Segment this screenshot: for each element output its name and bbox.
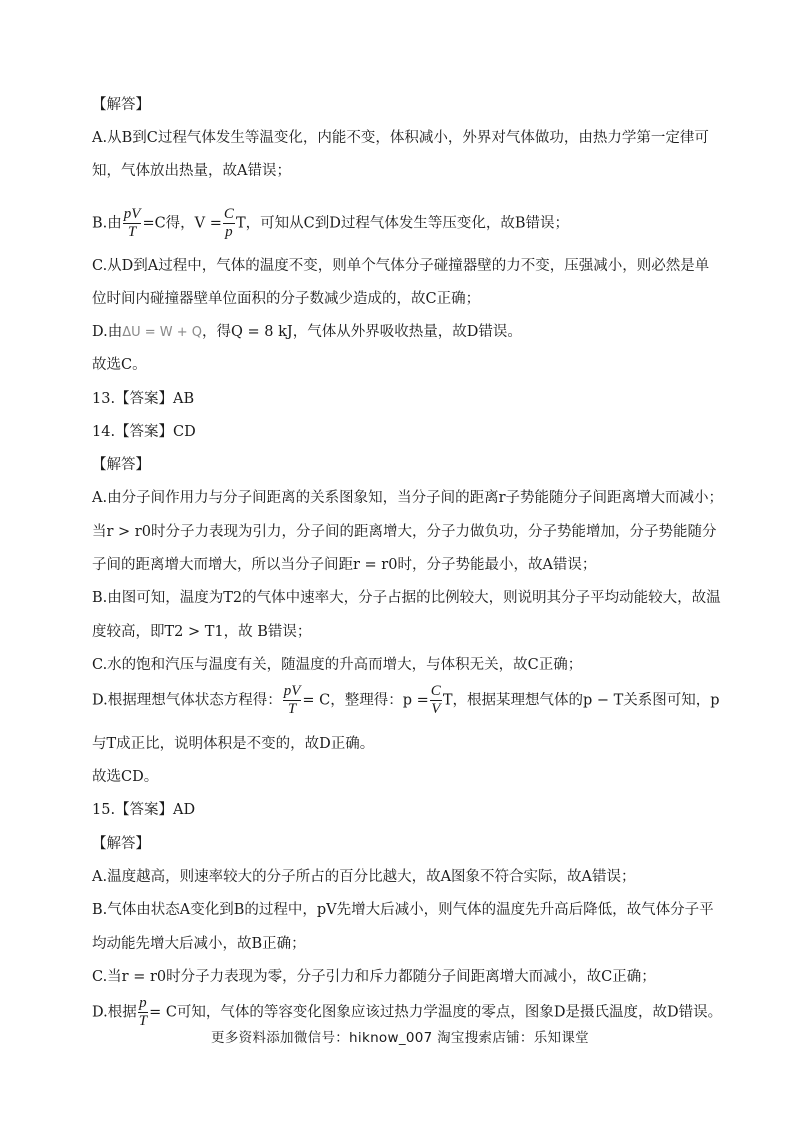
text-line: 故选C。 <box>92 357 147 373</box>
text-line: 均动能先增大后减小，故B正确； <box>92 936 306 952</box>
text-segment: T，根据某理想气体的p − T关系图可知，p <box>442 692 720 709</box>
fraction <box>283 683 302 718</box>
text-line: 度较高，即T2 > T1，故 B错误； <box>92 624 312 640</box>
text-segment: B.由 <box>92 215 122 232</box>
solution-heading: 【解答】 <box>92 97 150 113</box>
text-line: C.水的饱和汽压与温度有关，随温度的升高而增大，与体积无关，故C正确； <box>92 657 583 673</box>
fraction-numerator: pV <box>123 206 141 222</box>
solution-heading: 【解答】 <box>92 836 150 852</box>
text-segment: T，可知从C到D过程气体发生等压变化，故B错误； <box>235 215 569 232</box>
formula-line <box>92 322 522 343</box>
text-line: C.当r = r0时分子力表现为零，分子引力和斥力都随分子间距离增大而减小，故C正确； <box>92 969 656 985</box>
answer-line: 15.【答案】AD <box>92 802 196 818</box>
text-segment: = C，整理得：p = <box>302 692 429 709</box>
fraction-denominator: T <box>138 1013 148 1029</box>
text-line: 与T成正比，说明体积是不变的，故D正确。 <box>92 736 375 752</box>
text-line: B.气体由状态A变化到B的过程中，pV先增大后减小，则气体的温度先升高后降低，故气体分子平 <box>92 902 714 918</box>
fraction <box>223 206 235 241</box>
formula-line <box>92 995 722 1030</box>
text-line: C.从D到A过程中，气体的温度不变，则单个气体分子碰撞器壁的力不变，压强减小，则必然是单 <box>92 258 710 274</box>
text-segment: D.根据理想气体状态方程得： <box>92 692 282 709</box>
text-line: B.由图可知，温度为T2的气体中速率大，分子占据的比例较大，则说明其分子平均动能较大，故温 <box>92 590 721 606</box>
fraction-numerator: C <box>223 206 234 222</box>
text-line: 位时间内碰撞器壁单位面积的分子数减少造成的，故C正确； <box>92 291 481 307</box>
text-line: 故选CD。 <box>92 769 159 785</box>
formula-line <box>92 683 720 718</box>
fraction-numerator: pV <box>283 683 301 699</box>
formula-image: ΔU = W + Q <box>122 325 203 340</box>
text-segment: D.由 <box>92 324 123 340</box>
solution-heading: 【解答】 <box>92 457 150 473</box>
fraction-denominator: T <box>127 224 137 240</box>
page-footer: 更多资料添加微信号：hiknow_007 淘宝搜索店铺：乐知课堂 <box>211 1030 589 1046</box>
answer-line: 14.【答案】CD <box>92 424 196 440</box>
text-segment: =C得，V = <box>142 215 222 232</box>
text-line: A.由分子间作用力与分子间距离的关系图象知，当分子间的距离r子势能随分子间距离增大而减小； <box>92 490 724 506</box>
text-segment: = C可知，气体的等容变化图象应该过热力学温度的零点，图象D是摄氏温度，故D错误。 <box>149 1004 723 1021</box>
fraction-denominator: p <box>225 224 233 240</box>
fraction-numerator: C <box>430 683 441 699</box>
fraction-denominator: T <box>287 701 297 717</box>
fraction-numerator: p <box>139 995 147 1011</box>
text-line: 当r > r0时分子力表现为引力，分子间的距离增大，分子力做负功，分子势能增加，分子势能随分 <box>92 524 717 540</box>
text-line: A.温度越高，则速率较大的分子所占的百分比越大，故A图象不符合实际，故A错误； <box>92 869 636 885</box>
fraction <box>138 995 148 1030</box>
text-segment: ，得Q = 8 kJ，气体从外界吸收热量，故D错误。 <box>202 324 522 340</box>
answer-line: 13.【答案】AB <box>92 391 195 407</box>
fraction <box>430 683 442 718</box>
fraction-denominator: V <box>431 701 441 717</box>
formula-line <box>92 206 569 241</box>
text-line: 知，气体放出热量，故A错误； <box>92 163 291 179</box>
fraction <box>123 206 142 241</box>
text-segment: D.根据 <box>92 1004 137 1021</box>
text-line: A.从B到C过程气体发生等温变化，内能不变，体积减小，外界对气体做功，由热力学第一定律可 <box>92 130 709 146</box>
text-line: 子间的距离增大而增大，所以当分子间距r = r0时，分子势能最小，故A错误； <box>92 557 597 573</box>
